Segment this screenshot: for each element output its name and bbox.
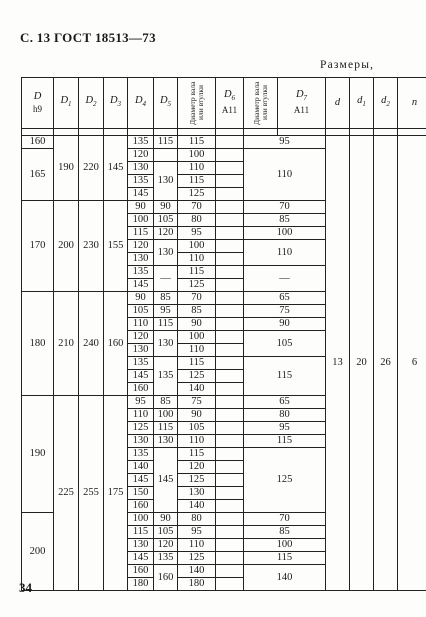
cell-D6 [216, 539, 244, 552]
cell-D3: 160 [104, 292, 128, 396]
col-D1: $D_1$ [54, 78, 79, 129]
cell-D1: 200 [54, 201, 79, 292]
cell-D7: 100 [244, 227, 326, 240]
cell-D6 [216, 149, 244, 162]
cell-D4: 100 [128, 513, 154, 526]
col-D: D h9 [22, 78, 54, 129]
cell-D4: 135 [128, 266, 154, 279]
cell-D6 [216, 201, 244, 214]
cell-D5: 115 [154, 318, 178, 331]
col-shaft-diameter-1: Диаметр вала или втулки [178, 78, 216, 129]
cell-D4: 135 [128, 357, 154, 370]
cell-D6 [216, 422, 244, 435]
cell-shaft-1: 110 [178, 539, 216, 552]
cell-D5: 120 [154, 539, 178, 552]
cell-D6 [216, 370, 244, 383]
cell-D6 [216, 526, 244, 539]
cell-D3: 145 [104, 136, 128, 201]
cell-D5: 95 [154, 305, 178, 318]
cell-D6 [216, 305, 244, 318]
cell-D4: 160 [128, 500, 154, 513]
cell-D4: 115 [128, 526, 154, 539]
cell-D7: 85 [244, 214, 326, 227]
cell-D5: 130 [154, 331, 178, 357]
cell-D6 [216, 188, 244, 201]
col-D3: $D_3$ [104, 78, 128, 129]
cell-shaft-1: 100 [178, 240, 216, 253]
cell-D6 [216, 435, 244, 448]
cell-D5: 130 [154, 162, 178, 201]
page-number: 34 [19, 580, 32, 595]
col-D4: $D_4$ [128, 78, 154, 129]
cell-D6 [216, 318, 244, 331]
cell-D6 [216, 240, 244, 253]
cell-d2: 26 [374, 136, 398, 591]
cell-D5: 160 [154, 565, 178, 591]
cell-D7: 110 [244, 149, 326, 201]
cell-D6 [216, 331, 244, 344]
cell-D4: 135 [128, 448, 154, 461]
cell-D6 [216, 448, 244, 461]
cell-D4: 125 [128, 422, 154, 435]
cell-D4: 130 [128, 253, 154, 266]
cell-D4: 95 [128, 396, 154, 409]
cell-shaft-1: 70 [178, 292, 216, 305]
cell-D6 [216, 253, 244, 266]
cell-shaft-1: 140 [178, 500, 216, 513]
cell-D4: 120 [128, 331, 154, 344]
cell-shaft-1: 90 [178, 409, 216, 422]
cell-D4: 130 [128, 435, 154, 448]
cell-shaft-1: 125 [178, 188, 216, 201]
cell-D5: 130 [154, 240, 178, 266]
cell-D6 [216, 461, 244, 474]
cell-D4: 160 [128, 565, 154, 578]
cell-shaft-1: 70 [178, 201, 216, 214]
cell-D5: 90 [154, 513, 178, 526]
cell-shaft-1: 90 [178, 318, 216, 331]
cell-D7: 80 [244, 409, 326, 422]
cell-D7: 105 [244, 331, 326, 357]
cell-D7: 65 [244, 396, 326, 409]
col-D7: $D_7$ A11 [278, 78, 326, 129]
cell-D5: 85 [154, 292, 178, 305]
cell-D6 [216, 487, 244, 500]
cell-D4: 145 [128, 370, 154, 383]
cell-shaft-1: 80 [178, 513, 216, 526]
cell-d1: 20 [350, 136, 374, 591]
table-row [22, 136, 426, 149]
cell-D4: 145 [128, 279, 154, 292]
cell-D7: 125 [244, 448, 326, 513]
page-header: С. 13 ГОСТ 18513—73 [20, 30, 156, 45]
cell-shaft-1: 85 [178, 305, 216, 318]
cell-D7: 95 [244, 422, 326, 435]
cell-D1: 210 [54, 292, 79, 396]
cell-shaft-1: 110 [178, 162, 216, 175]
col-shaft-diameter-2: Диаметр вала или втулки [244, 78, 278, 129]
cell-d: 13 [326, 136, 350, 591]
cell-D2: 220 [79, 136, 104, 201]
cell-D6 [216, 383, 244, 396]
cell-D6 [216, 292, 244, 305]
cell-shaft-1: 125 [178, 474, 216, 487]
cell-D6 [216, 162, 244, 175]
cell-D4: 145 [128, 474, 154, 487]
cell-D4: 105 [128, 305, 154, 318]
cell-D6 [216, 279, 244, 292]
cell-D7: 100 [244, 539, 326, 552]
cell-D7: 95 [244, 136, 326, 149]
cell-D6 [216, 175, 244, 188]
cell-D7: 115 [244, 552, 326, 565]
cell-shaft-1: 110 [178, 435, 216, 448]
cell-shaft-1: 120 [178, 461, 216, 474]
cell-D4: 135 [128, 175, 154, 188]
cell-D7: 90 [244, 318, 326, 331]
cell-D5: — [154, 266, 178, 292]
cell-D6 [216, 474, 244, 487]
cell-D: 165 [22, 149, 54, 201]
cell-D4: 100 [128, 214, 154, 227]
cell-D6 [216, 500, 244, 513]
cell-D7: — [244, 266, 326, 292]
cell-shaft-1: 110 [178, 344, 216, 357]
cell-D7: 75 [244, 305, 326, 318]
cell-shaft-1: 100 [178, 331, 216, 344]
cell-D4: 135 [128, 136, 154, 149]
cell-D4: 120 [128, 240, 154, 253]
cell-D4: 110 [128, 409, 154, 422]
cell-D1: 190 [54, 136, 79, 201]
cell-D4: 90 [128, 201, 154, 214]
cell-D5 [154, 149, 178, 162]
cell-shaft-1: 75 [178, 396, 216, 409]
header-row [22, 78, 426, 129]
cell-D6 [216, 136, 244, 149]
cell-shaft-1: 130 [178, 487, 216, 500]
cell-D6 [216, 513, 244, 526]
cell-D5: 115 [154, 136, 178, 149]
col-D5: $D_5$ [154, 78, 178, 129]
cell-D5: 135 [154, 552, 178, 565]
cell-D6 [216, 214, 244, 227]
cell-D4: 145 [128, 552, 154, 565]
cell-D5: 100 [154, 409, 178, 422]
cell-shaft-1: 80 [178, 214, 216, 227]
dimensions-table [21, 77, 426, 591]
cell-D6 [216, 357, 244, 370]
cell-D4: 130 [128, 162, 154, 175]
cell-shaft-1: 115 [178, 136, 216, 149]
cell-D6 [216, 409, 244, 422]
cell-shaft-1: 125 [178, 552, 216, 565]
cell-shaft-1: 115 [178, 266, 216, 279]
header-gap-row [22, 129, 426, 136]
cell-D4: 90 [128, 292, 154, 305]
col-D6: $D_6$ A11 [216, 78, 244, 129]
cell-D7: 70 [244, 513, 326, 526]
cell-D7: 140 [244, 565, 326, 591]
cell-D5: 115 [154, 422, 178, 435]
cell-D: 170 [22, 201, 54, 292]
cell-D4: 145 [128, 188, 154, 201]
units-label: Размеры, [320, 59, 375, 71]
cell-D2: 240 [79, 292, 104, 396]
cell-D6 [216, 552, 244, 565]
cell-D5: 145 [154, 448, 178, 513]
cell-D6 [216, 266, 244, 279]
cell-D: 180 [22, 292, 54, 396]
cell-shaft-1: 115 [178, 448, 216, 461]
cell-shaft-1: 105 [178, 422, 216, 435]
cell-D7: 85 [244, 526, 326, 539]
cell-n: 6 [398, 136, 426, 591]
cell-shaft-1: 180 [178, 578, 216, 591]
cell-D4: 130 [128, 344, 154, 357]
cell-D4: 150 [128, 487, 154, 500]
cell-D5: 130 [154, 435, 178, 448]
cell-D4: 180 [128, 578, 154, 591]
cell-shaft-1: 110 [178, 253, 216, 266]
table-body [22, 136, 426, 591]
cell-D4: 120 [128, 149, 154, 162]
col-d1: $d_1$ [350, 78, 374, 129]
cell-D7: 115 [244, 357, 326, 396]
cell-shaft-1: 125 [178, 279, 216, 292]
cell-D4: 140 [128, 461, 154, 474]
col-d: d [326, 78, 350, 129]
cell-D: 200 [22, 513, 54, 591]
cell-shaft-1: 140 [178, 565, 216, 578]
cell-D4: 115 [128, 227, 154, 240]
cell-shaft-1: 100 [178, 149, 216, 162]
cell-shaft-1: 140 [178, 383, 216, 396]
cell-D4: 110 [128, 318, 154, 331]
cell-shaft-1: 115 [178, 357, 216, 370]
cell-D5: 105 [154, 526, 178, 539]
col-D2: $D_2$ [79, 78, 104, 129]
cell-D5: 120 [154, 227, 178, 240]
cell-shaft-1: 95 [178, 526, 216, 539]
cell-D6 [216, 578, 244, 591]
cell-D2: 230 [79, 201, 104, 292]
col-d2: $d_2$ [374, 78, 398, 129]
cell-D1: 225 [54, 396, 79, 591]
cell-shaft-1: 115 [178, 175, 216, 188]
cell-D5: 90 [154, 201, 178, 214]
cell-D6 [216, 344, 244, 357]
cell-D5: 105 [154, 214, 178, 227]
cell-D4: 160 [128, 383, 154, 396]
cell-D4: 130 [128, 539, 154, 552]
cell-D7: 110 [244, 240, 326, 266]
cell-D7: 65 [244, 292, 326, 305]
col-n: n [398, 78, 426, 129]
cell-D: 160 [22, 136, 54, 149]
cell-shaft-1: 95 [178, 227, 216, 240]
cell-D7: 115 [244, 435, 326, 448]
cell-D6 [216, 227, 244, 240]
cell-D5: 135 [154, 357, 178, 396]
cell-D3: 155 [104, 201, 128, 292]
cell-D6 [216, 396, 244, 409]
cell-D7: 70 [244, 201, 326, 214]
cell-D6 [216, 565, 244, 578]
cell-shaft-1: 125 [178, 370, 216, 383]
cell-D2: 255 [79, 396, 104, 591]
cell-D: 190 [22, 396, 54, 513]
cell-D3: 175 [104, 396, 128, 591]
cell-D5: 85 [154, 396, 178, 409]
